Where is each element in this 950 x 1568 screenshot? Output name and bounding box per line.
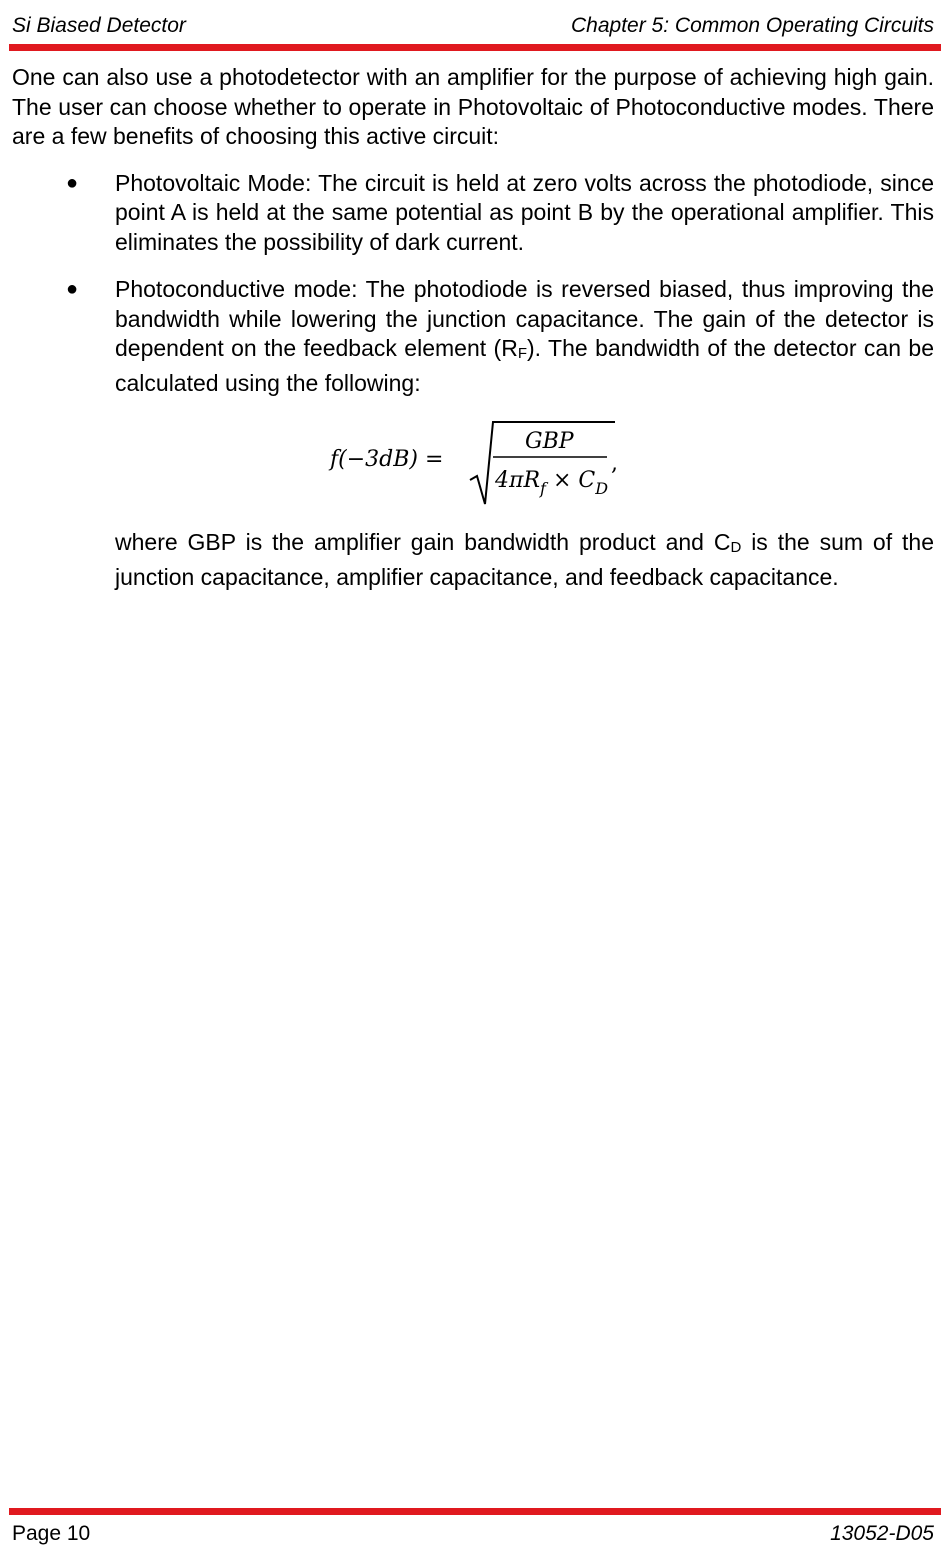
formula-comma: , [611, 451, 618, 476]
page-body [12, 63, 934, 615]
footer-rule [9, 1508, 941, 1515]
mode-list [12, 169, 934, 593]
formula-lhs: f(−3dB) = [330, 447, 444, 472]
formula-svg [325, 412, 655, 522]
denom-4piR: 4πR [495, 468, 541, 493]
formula-numerator: GBP [525, 429, 574, 454]
list-item-photovoltaic [12, 169, 934, 258]
bullet-icon: ● [66, 278, 79, 300]
rf-subscript: F [517, 345, 527, 362]
cd-subscript: D [730, 539, 742, 556]
denom-f-subscript: f [540, 479, 546, 498]
formula-denominator [494, 468, 608, 498]
document-number: 13052-D05 [830, 1522, 934, 1545]
where-paragraph [115, 528, 934, 592]
denom-d-subscript: D [595, 479, 609, 498]
header-doc-title: Si Biased Detector [12, 14, 186, 37]
page-header [12, 14, 934, 40]
bandwidth-formula [115, 412, 934, 522]
where-text-b: is the sum of the junction capacitance, amplifier capacitance, and feedback capacitance. [115, 529, 934, 590]
page-number: Page 10 [12, 1522, 91, 1545]
photoconductive-text-a: Photoconductive mode: The photodiode is reversed biased, thus improving the bandwidth while lowering the junction capacitance. The gain of the detector is dependent on the feedback element (R [115, 276, 934, 361]
photovoltaic-text: Photovoltaic Mode: The circuit is held at zero volts across the photodiode, since point A is held at the same potential as point B by the operational amplifier. This eliminates the possibility of dark current. [115, 169, 934, 255]
where-text-a: where GBP is the amplifier gain bandwidth product and C [115, 529, 731, 555]
intro-paragraph: One can also use a photodetector with an amplifier for the purpose of achieving high gain. The user can choose whether to operate in Photovoltaic of Photoconductive modes. There are a few benefits of choosing this active circuit: [12, 64, 934, 149]
header-chapter-title: Chapter 5: Common Operating Circuits [571, 14, 934, 37]
header-rule [9, 44, 941, 51]
denom-times-c: × C [545, 468, 596, 493]
bullet-icon: ● [66, 171, 79, 194]
list-item-photoconductive [12, 275, 934, 592]
photoconductive-text-b: ). The bandwidth of the detector can be calculated using the following: [115, 335, 934, 396]
